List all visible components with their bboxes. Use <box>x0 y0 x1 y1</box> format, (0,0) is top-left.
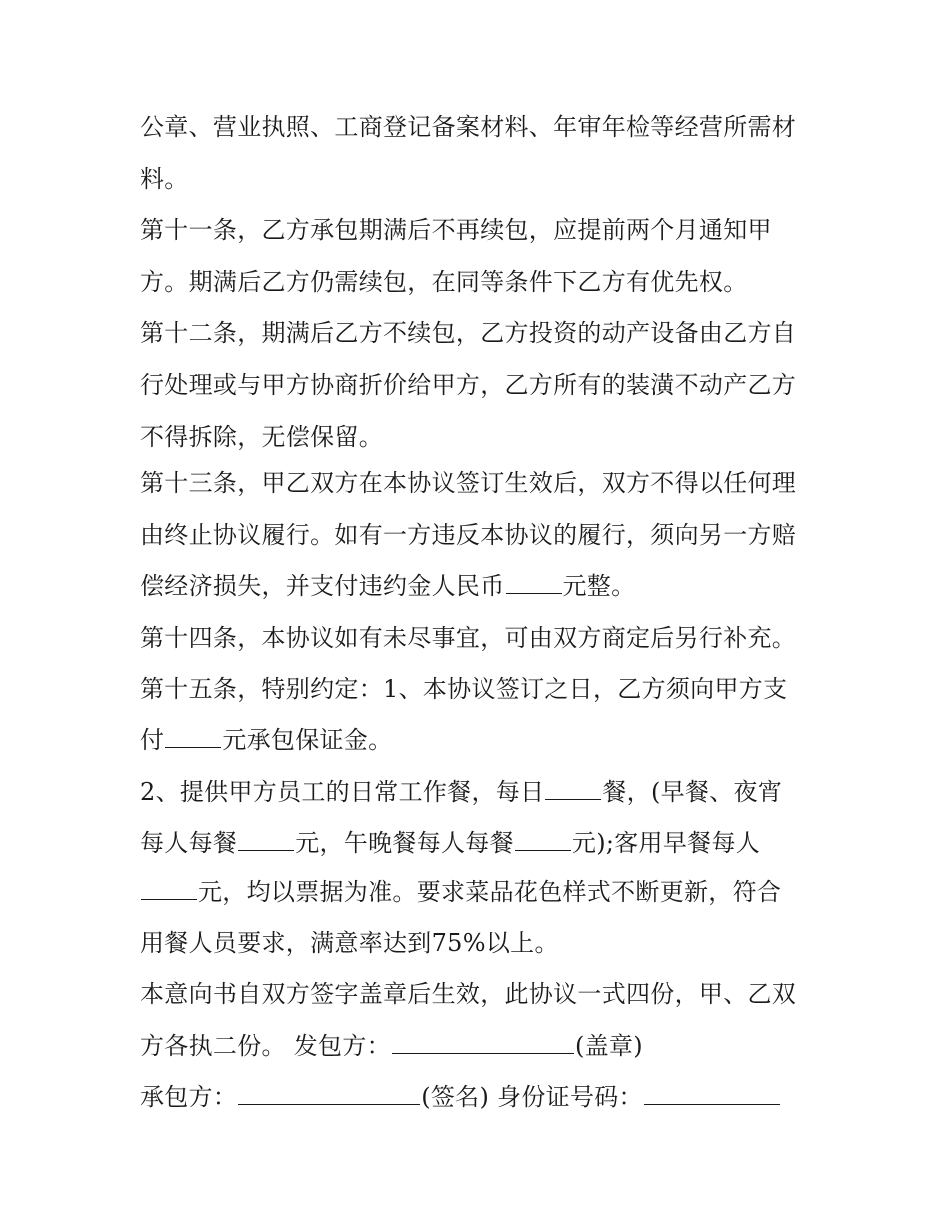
text-segment: 付 <box>140 726 165 754</box>
text-line: 用餐人员要求，满意率达到75%以上。 <box>140 929 559 957</box>
text-line: 第十五条，特别约定：1、本协议签订之日，乙方须向甲方支 <box>140 675 788 703</box>
fill-in-blank <box>165 725 221 748</box>
fill-in-blank <box>506 571 562 594</box>
fill-in-blank <box>238 828 294 851</box>
text-segment: 偿经济损失，并支付违约金人民币 <box>140 572 505 600</box>
id-number-blank <box>644 1082 780 1105</box>
text-line: 公章、营业执照、工商登记备案材料、年审年检等经营所需材 <box>140 113 797 141</box>
text-segment: 元承包保证金。 <box>222 726 393 754</box>
text-segment: 方各执二份。 发包方： <box>140 1032 391 1060</box>
text-line <box>140 775 782 809</box>
text-line: 由终止协议履行。如有一方违反本协议的履行，须向另一方赔 <box>140 521 797 549</box>
text-line <box>140 875 781 909</box>
fill-in-blank <box>515 828 571 851</box>
signature-blank <box>238 1082 420 1105</box>
fill-in-blank <box>141 877 197 900</box>
text-segment: (盖章) <box>574 1032 643 1060</box>
text-segment: 元整。 <box>562 572 636 600</box>
text-line <box>140 1029 643 1063</box>
text-line: 不得拆除，无偿保留。 <box>140 423 383 451</box>
text-segment: 元，均以票据为准。要求菜品花色样式不断更新，符合 <box>198 878 782 906</box>
text-segment: 餐，(早餐、夜宵 <box>602 778 783 806</box>
fill-in-blank <box>545 777 601 800</box>
text-line: 方。期满后乙方仍需续包，在同等条件下乙方有优先权。 <box>140 268 748 296</box>
text-line <box>140 569 635 603</box>
text-line <box>140 723 392 757</box>
text-segment: (签名) 身份证号码： <box>421 1083 643 1111</box>
text-line: 本意向书自双方签字盖章后生效，此协议一式四份，甲、乙双 <box>140 980 797 1008</box>
signature-blank <box>392 1031 574 1054</box>
text-segment: 元);客用早餐每人 <box>571 829 761 857</box>
text-line <box>140 826 760 860</box>
text-line <box>140 1080 781 1114</box>
text-line: 第十四条，本协议如有未尽事宜，可由双方商定后另行补充。 <box>140 624 797 652</box>
text-segment: 2、提供甲方员工的日常工作餐，每日 <box>140 778 545 806</box>
text-segment: 每人每餐 <box>140 829 238 857</box>
text-line: 第十二条，期满后乙方不续包，乙方投资的动产设备由乙方自 <box>140 319 797 347</box>
text-line: 第十一条，乙方承包期满后不再续包，应提前两个月通知甲 <box>140 216 772 244</box>
text-line: 行处理或与甲方协商折价给甲方，乙方所有的装潢不动产乙方 <box>140 371 797 399</box>
text-line: 第十三条，甲乙双方在本协议签订生效后，双方不得以任何理 <box>140 469 797 497</box>
text-line: 料。 <box>140 165 189 193</box>
text-segment: 承包方： <box>140 1083 238 1111</box>
text-segment: 元，午晚餐每人每餐 <box>295 829 514 857</box>
